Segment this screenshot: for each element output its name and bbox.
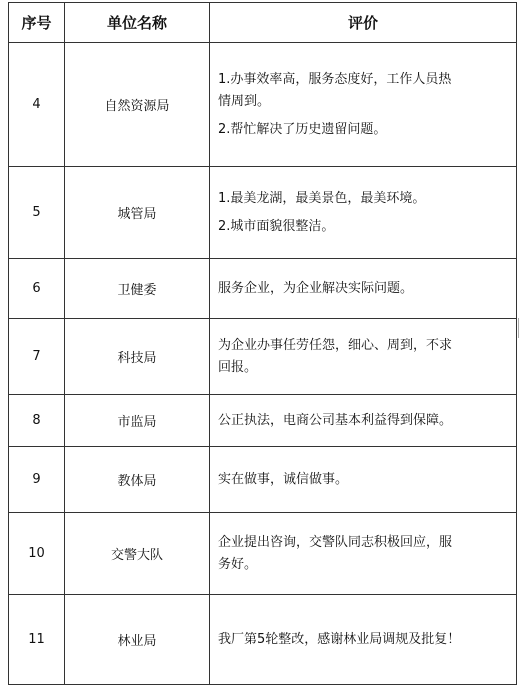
evaluation-line: 为企业办事任劳任怨，细心、周到，不求: [218, 337, 453, 353]
row-evaluation: [210, 595, 517, 685]
row-index: 8: [9, 395, 65, 447]
row-index: 11: [9, 595, 65, 685]
evaluation-line: 2.帮忙解决了历史遗留问题。: [218, 121, 387, 137]
row-index: 10: [9, 513, 65, 595]
row-unit-name: 交警大队: [65, 513, 210, 595]
table-row: [9, 167, 517, 259]
table-row: [9, 447, 517, 513]
evaluation-line: 回报。: [218, 359, 258, 375]
evaluation-line: 服务企业，为企业解决实际问题。: [218, 280, 414, 296]
evaluation-line: 1.最美龙湖，最美景色，最美环境。: [218, 190, 426, 206]
evaluation-line: 公正执法，电商公司基本利益得到保障。: [218, 412, 453, 428]
table-row: [9, 43, 517, 167]
row-unit-name: 科技局: [65, 319, 210, 395]
row-unit-name: 城管局: [65, 167, 210, 259]
table-header-row: [9, 3, 517, 43]
evaluation-line: 情周到。: [218, 93, 271, 109]
evaluation-line: 我厂第5轮整改，感谢林业局调规及批复！: [218, 631, 461, 647]
header-unit: 单位名称: [65, 3, 210, 43]
row-evaluation: [210, 395, 517, 447]
row-index: 6: [9, 259, 65, 319]
row-evaluation: [210, 259, 517, 319]
evaluation-table: [8, 2, 517, 685]
table-row: [9, 395, 517, 447]
row-unit-name: 市监局: [65, 395, 210, 447]
row-unit-name: 自然资源局: [65, 43, 210, 167]
row-index: 5: [9, 167, 65, 259]
row-index: 7: [9, 319, 65, 395]
evaluation-line: 1.办事效率高，服务态度好，工作人员热: [218, 71, 452, 87]
table-row: [9, 319, 517, 395]
evaluation-line: 2.城市面貌很整洁。: [218, 218, 335, 234]
row-unit-name: 教体局: [65, 447, 210, 513]
evaluation-line: 企业提出咨询，交警队同志积极回应，服: [218, 534, 453, 550]
evaluation-line: 务好。: [218, 556, 258, 572]
table-row: [9, 595, 517, 685]
row-evaluation: [210, 167, 517, 259]
row-evaluation: [210, 447, 517, 513]
evaluation-line: 实在做事，诚信做事。: [218, 471, 349, 487]
header-index: 序号: [9, 3, 65, 43]
table-row: [9, 513, 517, 595]
table-row: [9, 259, 517, 319]
row-evaluation: [210, 513, 517, 595]
row-index: 4: [9, 43, 65, 167]
row-unit-name: 林业局: [65, 595, 210, 685]
header-evaluation: 评价: [210, 3, 517, 43]
row-evaluation: [210, 43, 517, 167]
row-unit-name: 卫健委: [65, 259, 210, 319]
row-evaluation: [210, 319, 517, 395]
row-index: 9: [9, 447, 65, 513]
